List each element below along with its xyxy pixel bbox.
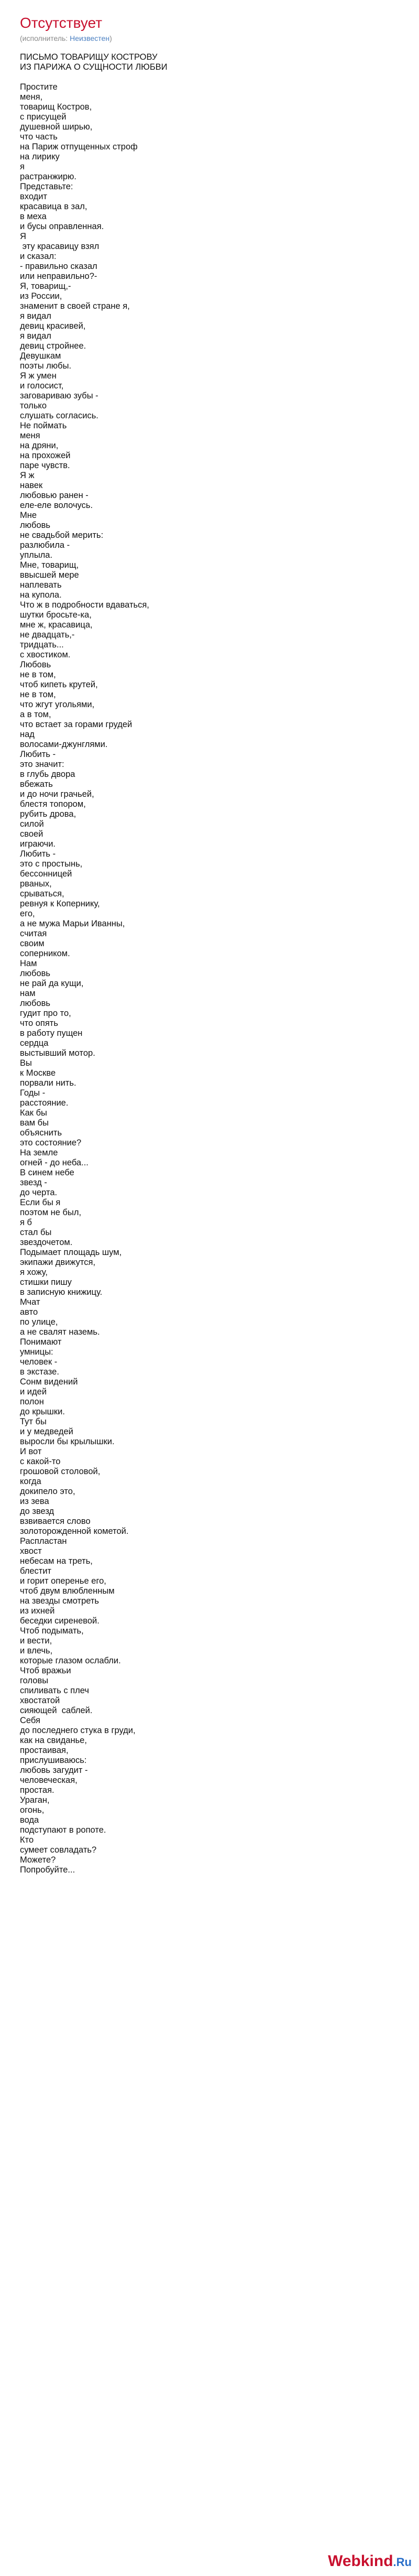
lyric-line: к Москве	[20, 1068, 56, 1078]
lyric-line: докипело это,	[20, 1487, 75, 1496]
lyric-line: Что ж в подробности вдаваться,	[20, 600, 149, 610]
lyric-line: объяснить	[20, 1128, 62, 1138]
lyric-line: на прохожей	[20, 451, 71, 460]
lyric-line: девиц красивей,	[20, 321, 86, 331]
lyric-line: и голосист,	[20, 381, 64, 391]
artist-prefix: (исполнитель:	[20, 34, 70, 42]
lyric-line: над	[20, 730, 35, 739]
lyrics-body	[20, 52, 407, 1875]
lyric-line: человеческая,	[20, 1776, 78, 1785]
lyric-line: эту красавицу взял	[20, 242, 100, 251]
lyric-line: растранжирю.	[20, 172, 77, 181]
lyric-line: выросли бы крылышки.	[20, 1437, 115, 1446]
lyric-line: я хожу,	[20, 1268, 48, 1277]
lyric-line: только	[20, 401, 47, 410]
site-logo[interactable]	[328, 2552, 412, 2572]
lyric-line: Простите	[20, 82, 58, 92]
lyric-line: хвостатой	[20, 1696, 60, 1705]
lyric-line: золоторожденной кометой.	[20, 1527, 129, 1536]
lyric-line: Любить -	[20, 849, 56, 859]
lyric-line: своим	[20, 939, 45, 948]
lyric-line: уплыла.	[20, 550, 53, 560]
lyric-line: Я ж	[20, 471, 35, 480]
lyric-line: считая	[20, 929, 47, 938]
lyric-line: не в том,	[20, 690, 56, 699]
lyric-line: еле-еле волочусь.	[20, 501, 93, 510]
lyric-line: хвост	[20, 1546, 42, 1556]
lyric-line: с хвостиком.	[20, 650, 71, 659]
lyric-line: поэты любы.	[20, 361, 72, 371]
lyric-line: девиц стройнее.	[20, 341, 86, 351]
lyric-line: головы	[20, 1676, 49, 1685]
lyric-line: стал бы	[20, 1228, 52, 1237]
lyric-line: рубить дрова,	[20, 809, 76, 819]
lyric-line: блестя топором,	[20, 799, 86, 809]
lyric-line: я видал	[20, 331, 51, 341]
lyric-line: шутки бросьте-ка,	[20, 610, 92, 620]
lyric-line: ввысшей мере	[20, 570, 79, 580]
lyric-line: как на свиданье,	[20, 1736, 87, 1745]
lyric-line: Я	[20, 232, 26, 241]
lyric-line	[20, 72, 407, 82]
lyric-line: в глубь двора	[20, 770, 75, 779]
lyric-line: ПИСЬМО ТОВАРИЩУ КОСТРОВУ	[20, 52, 158, 62]
lyric-line: звездочетом.	[20, 1238, 73, 1247]
lyric-line: Годы -	[20, 1088, 46, 1098]
song-title: Отсутствует	[20, 15, 103, 31]
lyric-line: Любовь	[20, 660, 51, 669]
lyric-line: входит	[20, 192, 48, 201]
artist-line	[20, 34, 112, 43]
lyric-line: Чтоб подымать,	[20, 1626, 84, 1636]
lyric-line: разлюбила -	[20, 540, 70, 550]
lyric-line: соперником.	[20, 949, 70, 958]
lyric-line: из ихней	[20, 1606, 55, 1616]
lyric-line: Если бы я	[20, 1198, 61, 1207]
lyric-line: Попробуйте...	[20, 1865, 75, 1875]
lyric-line: и бусы оправленная.	[20, 222, 104, 231]
lyric-line: Как бы	[20, 1108, 47, 1118]
lyric-line: а в том,	[20, 710, 51, 719]
lyric-line: я видал	[20, 311, 51, 321]
lyric-line: по улице,	[20, 1317, 58, 1327]
logo-tld-text: .Ru	[393, 2556, 412, 2569]
lyric-line: Вы	[20, 1058, 32, 1068]
lyric-line: В синем небе	[20, 1168, 74, 1177]
lyric-line: порвали нить.	[20, 1078, 76, 1088]
lyric-line: не в том,	[20, 670, 56, 679]
lyric-line: экипажи движутся,	[20, 1258, 96, 1267]
artist-link[interactable]: Неизвестен	[70, 34, 110, 42]
lyric-line: до звезд	[20, 1507, 54, 1516]
lyric-line: Чтоб вражьи	[20, 1666, 71, 1675]
lyric-line: вода	[20, 1815, 39, 1825]
lyric-line: подступают в ропоте.	[20, 1825, 106, 1835]
lyric-line: Нам	[20, 959, 37, 968]
lyric-line: и до ночи грачьей,	[20, 789, 94, 799]
lyric-line: в экстазе.	[20, 1367, 59, 1377]
lyric-line: Любить -	[20, 750, 56, 759]
lyric-line: волосами-джунглями.	[20, 740, 108, 749]
lyric-line: вбежать	[20, 780, 53, 789]
lyric-line: сумеет совладать?	[20, 1845, 97, 1855]
lyric-line: поэтом не был,	[20, 1208, 82, 1217]
lyric-line: полон	[20, 1397, 44, 1406]
lyric-line: с какой-то	[20, 1457, 61, 1466]
lyric-line: вам бы	[20, 1118, 49, 1128]
lyric-line: взвивается слово	[20, 1517, 91, 1526]
lyric-line: прислушиваюсь:	[20, 1756, 87, 1765]
lyric-line: Мне	[20, 511, 37, 520]
lyric-line: срываться,	[20, 889, 64, 899]
lyric-line: блестит	[20, 1566, 52, 1576]
lyric-line: до крышки.	[20, 1407, 65, 1416]
lyric-line: сердца	[20, 1038, 49, 1048]
lyric-line: любовь	[20, 999, 50, 1008]
lyric-line: Не поймать	[20, 421, 67, 430]
lyric-line: Понимают	[20, 1337, 62, 1347]
lyric-line: и у медведей	[20, 1427, 73, 1436]
lyric-line: Кто	[20, 1835, 34, 1845]
lyric-line: я	[20, 162, 25, 171]
lyric-line: Представьте:	[20, 182, 73, 191]
lyric-line: или неправильно?-	[20, 272, 97, 281]
lyric-line: товарищ Костров,	[20, 102, 92, 112]
lyric-line: расстояние.	[20, 1098, 69, 1108]
lyric-line: наплевать	[20, 580, 62, 590]
lyric-line: огонь,	[20, 1805, 45, 1815]
lyric-line: паре чувств.	[20, 461, 70, 470]
lyric-line: На земле	[20, 1148, 58, 1157]
lyric-line: Я ж умен	[20, 371, 57, 381]
lyric-line: и горит оперенье его,	[20, 1576, 106, 1586]
lyric-line: спиливать с плеч	[20, 1686, 89, 1695]
lyric-line: Сонм видений	[20, 1377, 78, 1387]
lyric-line: знаменит в своей стране я,	[20, 301, 130, 311]
lyric-line: слушать согласись.	[20, 411, 98, 420]
lyric-line: звезд -	[20, 1178, 47, 1187]
lyric-line: из зева	[20, 1497, 49, 1506]
lyric-line: Мне, товарищ,	[20, 560, 79, 570]
lyric-line: рваных,	[20, 879, 52, 889]
lyric-line: и влечь,	[20, 1646, 53, 1655]
lyric-line: играючи.	[20, 839, 56, 849]
lyric-line: Я, товарищ,-	[20, 282, 71, 291]
lyric-line: простаивая,	[20, 1746, 69, 1755]
lyric-line: что опять	[20, 1019, 58, 1028]
lyric-line: Себя	[20, 1716, 40, 1725]
lyric-line: сияющей саблей.	[20, 1706, 93, 1715]
lyric-line: не рай да кущи,	[20, 979, 84, 988]
lyric-line: заговариваю зубы -	[20, 391, 98, 401]
lyric-line: любовью ранен -	[20, 491, 89, 500]
lyric-line: и вести,	[20, 1636, 52, 1646]
lyric-line: это с простынь,	[20, 859, 83, 869]
lyric-line: простая.	[20, 1785, 54, 1795]
lyric-line: бессонницей	[20, 869, 72, 879]
lyric-line: Подымает площадь шум,	[20, 1248, 122, 1257]
lyric-line: в записную книжицу.	[20, 1287, 103, 1297]
lyric-line: Девушкам	[20, 351, 61, 361]
lyric-line: не двадцать,-	[20, 630, 75, 640]
lyric-line: авто	[20, 1307, 38, 1317]
artist-suffix: )	[109, 34, 112, 42]
lyric-line: душевной ширью,	[20, 122, 93, 132]
lyric-line: небесам на треть,	[20, 1556, 93, 1566]
lyric-line: это значит:	[20, 760, 64, 769]
lyric-line: И вот	[20, 1447, 42, 1456]
lyric-line: навек	[20, 481, 43, 490]
lyric-line: Ураган,	[20, 1795, 50, 1805]
lyric-line: нам	[20, 989, 36, 998]
lyric-line: ревнуя к Копернику,	[20, 899, 100, 908]
lyric-line: когда	[20, 1477, 41, 1486]
lyric-line: Тут бы	[20, 1417, 47, 1426]
lyric-line: умницы:	[20, 1347, 53, 1357]
lyric-line: я б	[20, 1218, 32, 1227]
lyric-line: до последнего стука в груди,	[20, 1726, 136, 1735]
lyric-line: до черта.	[20, 1188, 58, 1197]
lyric-line: что жгут угольями,	[20, 700, 95, 709]
lyric-line: красавица в зал,	[20, 202, 87, 211]
lyric-line: Можете?	[20, 1855, 56, 1865]
lyric-line: на лирику	[20, 152, 60, 161]
lyric-line: с присущей	[20, 112, 67, 122]
lyric-line: выстывший мотор.	[20, 1048, 95, 1058]
lyric-line: а не мужа Марьи Иванны,	[20, 919, 125, 928]
lyric-line: не свадьбой мерить:	[20, 531, 104, 540]
lyric-line: - правильно сказал	[20, 262, 97, 271]
lyric-line: любовь	[20, 969, 50, 978]
lyric-line: чтоб двум влюбленным	[20, 1586, 115, 1596]
lyric-line: силой	[20, 819, 44, 829]
lyric-line: огней - до неба...	[20, 1158, 89, 1167]
lyric-line: чтоб кипеть крутей,	[20, 680, 98, 689]
lyric-line: беседки сиреневой.	[20, 1616, 100, 1626]
lyric-line: на Париж отпущенных строф	[20, 142, 138, 151]
lyric-line: меня	[20, 431, 40, 440]
lyric-line: стишки пишу	[20, 1278, 72, 1287]
lyric-line: любовь загудит -	[20, 1766, 88, 1775]
lyric-line: что встает за горами грудей	[20, 720, 133, 729]
lyric-line: Мчат	[20, 1297, 40, 1307]
lyric-line: в работу пущен	[20, 1029, 83, 1038]
lyric-line: тридцать...	[20, 640, 64, 650]
lyric-line: мне ж, красавица,	[20, 620, 93, 630]
lyric-line: а не свалят наземь.	[20, 1327, 100, 1337]
lyric-line: грошовой столовой,	[20, 1467, 101, 1476]
lyric-line: и сказал:	[20, 252, 57, 261]
lyric-line: любовь	[20, 521, 50, 530]
lyric-line: Распластан	[20, 1536, 67, 1546]
lyric-line: его,	[20, 909, 35, 918]
lyric-line: что часть	[20, 132, 58, 142]
lyric-line: на дряни,	[20, 441, 59, 450]
lyric-line: ИЗ ПАРИЖА О СУЩНОСТИ ЛЮБВИ	[20, 62, 168, 72]
lyric-line: меня,	[20, 92, 43, 102]
lyric-line: человек -	[20, 1357, 58, 1367]
logo-main-text: Webkind	[328, 2552, 393, 2570]
lyric-line: на купола.	[20, 590, 62, 600]
lyric-line: это состояние?	[20, 1138, 82, 1148]
lyric-line: своей	[20, 829, 43, 839]
lyric-line: которые глазом ослабли.	[20, 1656, 121, 1665]
lyric-line: в меха	[20, 212, 47, 221]
lyric-line: из России,	[20, 291, 62, 301]
lyric-line: и идей	[20, 1387, 47, 1397]
lyric-line: гудит про то,	[20, 1009, 71, 1018]
lyric-line: на звезды смотреть	[20, 1596, 100, 1606]
